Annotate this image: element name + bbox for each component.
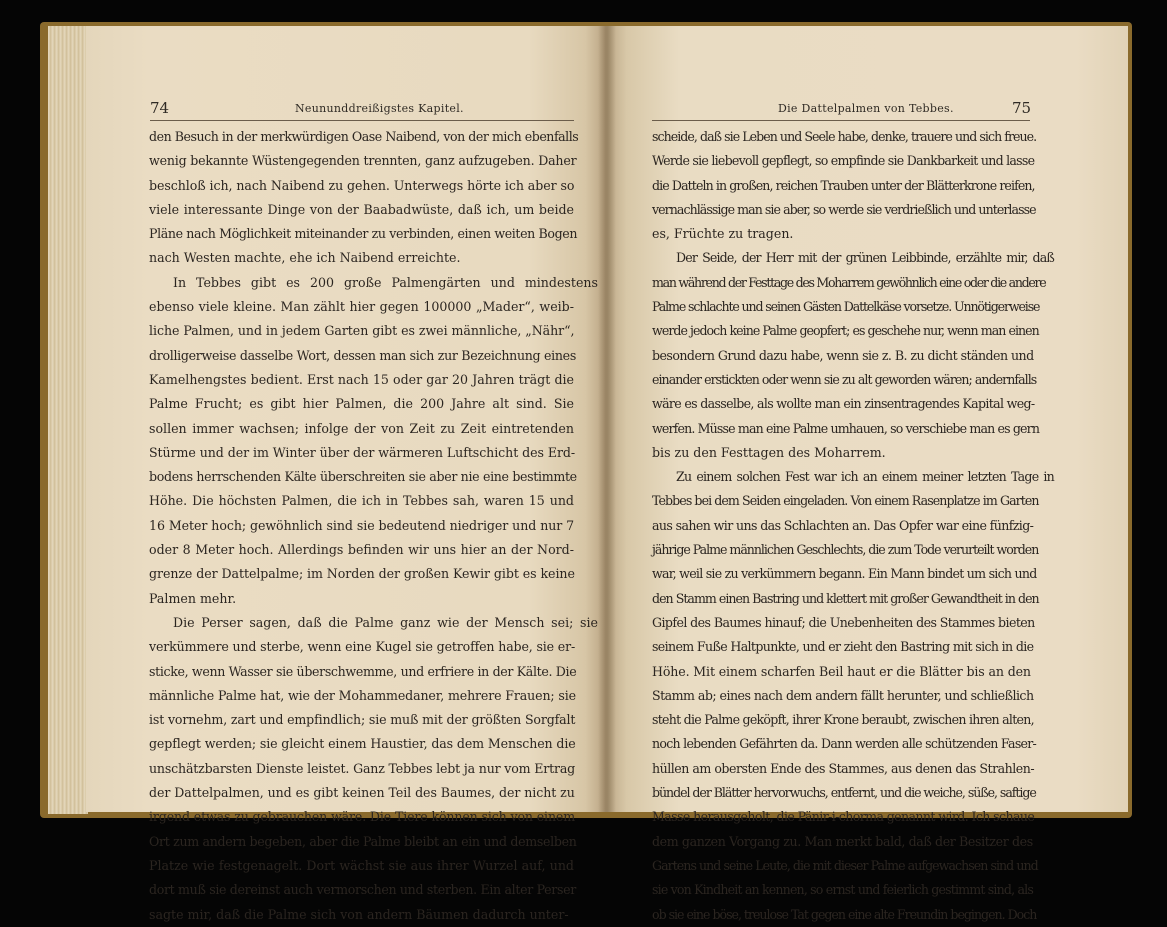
text-line: verkümmere und sterbe, wenn eine Kugel sie getroffen habe, sie er- [149, 639, 576, 655]
text-line: bodens herrschenden Kälte überschreiten sie aber nie eine bestimmte [149, 469, 577, 485]
right-running-head: Die Dattelpalmen von Tebbes. [778, 102, 954, 115]
text-line: der Dattelpalmen, und es gibt keinen Teil des Baumes, der nicht zu [149, 785, 575, 801]
text-line: Tebbes bei dem Seiden eingeladen. Von einem Rasenplatze im Garten [652, 493, 1039, 509]
text-line: seinem Fuße Haltpunkte, und er zieht den Bastring mit sich in die [652, 639, 1034, 655]
text-line: Gartens und seine Leute, die mit dieser Palme aufgewachsen sind und [652, 857, 1038, 873]
text-line: Stamm ab; eines nach dem andern fällt herunter, und schließlich [652, 687, 1034, 703]
text-line: Höhe. Die höchsten Palmen, die ich in Tebbes sah, waren 15 und [149, 493, 574, 509]
text-line: Palme Frucht; es gibt hier Palmen, die 200 Jahre alt sind. Sie [149, 396, 574, 412]
text-line: Palme schlachte und seinen Gästen Dattelkäse vorsetze. Unnötigerweise [652, 299, 1040, 315]
text-line: vernachlässige man sie aber, so werde sie verdrießlich und unterlasse [652, 201, 1036, 217]
text-line: bis zu den Festtagen des Moharrem. [652, 444, 886, 460]
text-line: ist vornehm, zart und empfindlich; sie muß mit der größten Sorgfalt [149, 712, 576, 728]
text-line: Platze wie festgenagelt. Dort wächst sie aus ihrer Wurzel auf, und [149, 857, 574, 873]
text-line: man während der Festtage des Moharrem gewöhnlich eine oder die andere [652, 274, 1046, 290]
text-line: Werde sie liebevoll gepflegt, so empfinde sie Dankbarkeit und lasse [652, 153, 1035, 169]
text-line: oder 8 Meter hoch. Allerdings befinden wir uns hier an der Nord- [149, 542, 574, 558]
text-line: bündel der Blätter hervorwuchs, entfernt, und die weiche, süße, saftige [652, 785, 1036, 801]
text-line: ob sie eine böse, treulose Tat gegen eine alte Freundin begingen. Doch [652, 906, 1037, 922]
text-line: es, Früchte zu tragen. [652, 226, 794, 242]
right-page-number: 75 [1012, 99, 1032, 117]
text-line: 16 Meter hoch; gewöhnlich sind sie bedeutend niedriger und nur 7 [149, 517, 575, 533]
text-line: einander erstickten oder wenn sie zu alt geworden wären; andernfalls [652, 371, 1037, 387]
text-line: steht die Palme geköpft, ihrer Krone beraubt, zwischen ihren alten, [652, 712, 1034, 728]
text-line: Der Seide, der Herr mit der grünen Leibbinde, erzählte mir, daß [676, 250, 1054, 266]
text-line: die Datteln in großen, reichen Trauben unter der Blätterkrone reifen, [652, 177, 1035, 193]
text-line: den Besuch in der merkwürdigen Oase Naibend, von der mich ebenfalls [149, 129, 579, 144]
left-page-body [149, 125, 598, 927]
text-line: gepflegt werden; sie gleicht einem Haustier, das dem Menschen die [149, 736, 576, 752]
text-line: In Tebbes gibt es 200 große Palmengärten und mindestens [173, 274, 598, 290]
text-line: hüllen am obersten Ende des Stammes, aus denen das Strahlen- [652, 760, 1035, 776]
text-line: Kamelhengstes bedient. Erst nach 15 oder gar 20 Jahren trägt die [149, 371, 574, 387]
left-page-number: 74 [150, 99, 170, 117]
text-line: grenze der Dattelpalme; im Norden der großen Kewir gibt es keine [149, 566, 575, 582]
text-line: werfen. Müsse man eine Palme umhauen, so verschiebe man es gern [652, 420, 1040, 436]
text-line: männliche Palme hat, wie der Mohammedaner, mehrere Frauen; sie [149, 687, 576, 703]
text-line: Gipfel des Baumes hinauf; die Unebenheiten des Stammes bieten [652, 614, 1035, 630]
text-line: drolligerweise dasselbe Wort, dessen man sich zur Bezeichnung eines [149, 347, 576, 363]
text-line: Die Perser sagen, daß die Palme ganz wie der Mensch sei; sie [173, 614, 598, 630]
text-line: Höhe. Mit einem scharfen Beil haut er die Blätter bis an den [652, 663, 1031, 679]
text-line: Pläne nach Möglichkeit miteinander zu verbinden, einen weiten Bogen [149, 226, 578, 242]
left-running-head: Neununddreißigstes Kapitel. [295, 102, 464, 115]
text-line: dem ganzen Vorgang zu. Man merkt bald, daß der Besitzer des [652, 833, 1033, 849]
text-line: Stürme und der im Winter über der wärmeren Luftschicht des Erd- [149, 444, 576, 460]
text-line: sie von Kindheit an kennen, so ernst und feierlich gestimmt sind, als [652, 882, 1033, 898]
text-line: Zu einem solchen Fest war ich an einem meiner letzten Tage in [676, 469, 1054, 485]
text-line: unschätzbarsten Dienste leistet. Ganz Tebbes lebt ja nur vom Ertrag [149, 760, 576, 776]
text-line: sollen immer wachsen; infolge der von Zeit zu Zeit eintretenden [149, 420, 574, 436]
page-edges [48, 26, 88, 814]
right-page-body [652, 125, 1054, 927]
text-line: irgend etwas zu gebrauchen wäre. Die Tiere können sich von einem [149, 809, 576, 825]
text-line: viele interessante Dinge von der Baabadwüste, daß ich, um beide [149, 201, 574, 217]
text-line: aus sahen wir uns das Schlachten an. Das Opfer war eine fünfzig- [652, 517, 1034, 533]
text-line: ebenso viele kleine. Man zählt hier gegen 100000 „Mader“, weib- [149, 299, 574, 315]
text-line: den Stamm einen Bastring und klettert mit großer Gewandtheit in den [652, 590, 1039, 606]
text-line: werde jedoch keine Palme geopfert; es geschehe nur, wenn man einen [652, 323, 1039, 339]
text-line: dort muß sie dereinst auch vermorschen und sterben. Ein alter Perser [149, 882, 576, 898]
text-line: wenig bekannte Wüstengegenden trennten, ganz aufzugeben. Daher [149, 153, 577, 169]
text-line: besondern Grund dazu habe, wenn sie z. B. zu dicht ständen und [652, 347, 1034, 363]
text-line: scheide, daß sie Leben und Seele habe, denke, trauere und sich freue. [652, 129, 1037, 144]
text-line: beschloß ich, nach Naibend zu gehen. Unterwegs hörte ich aber so [149, 177, 575, 193]
text-line: sticke, wenn Wasser sie überschwemme, und erfriere in der Kälte. Die [149, 663, 577, 679]
text-line: liche Palmen, und in jedem Garten gibt es zwei männliche, „Nähr“, [149, 323, 575, 339]
text-line: Ort zum andern begeben, aber die Palme bleibt an ein und demselben [149, 833, 577, 849]
text-line: sagte mir, daß die Palme sich von andern Bäumen dadurch unter- [149, 906, 569, 922]
text-line: Masse herausgeholt, die Pänir-i-chorma genannt wird. Ich schaue [652, 809, 1035, 825]
left-header-rule [150, 120, 574, 121]
text-line: war, weil sie zu verkümmern begann. Ein Mann bindet um sich und [652, 566, 1037, 582]
text-line: jährige Palme männlichen Geschlechts, die zum Tode verurteilt worden [652, 542, 1039, 558]
book-gutter [598, 26, 616, 812]
right-header-rule [652, 120, 1030, 121]
text-line: noch lebenden Gefährten da. Dann werden alle schützenden Faser- [652, 736, 1037, 752]
text-line: wäre es dasselbe, als wollte man ein zinsentragendes Kapital weg- [652, 396, 1035, 412]
text-line: nach Westen machte, ehe ich Naibend erreichte. [149, 250, 461, 266]
text-line: Palmen mehr. [149, 590, 237, 606]
